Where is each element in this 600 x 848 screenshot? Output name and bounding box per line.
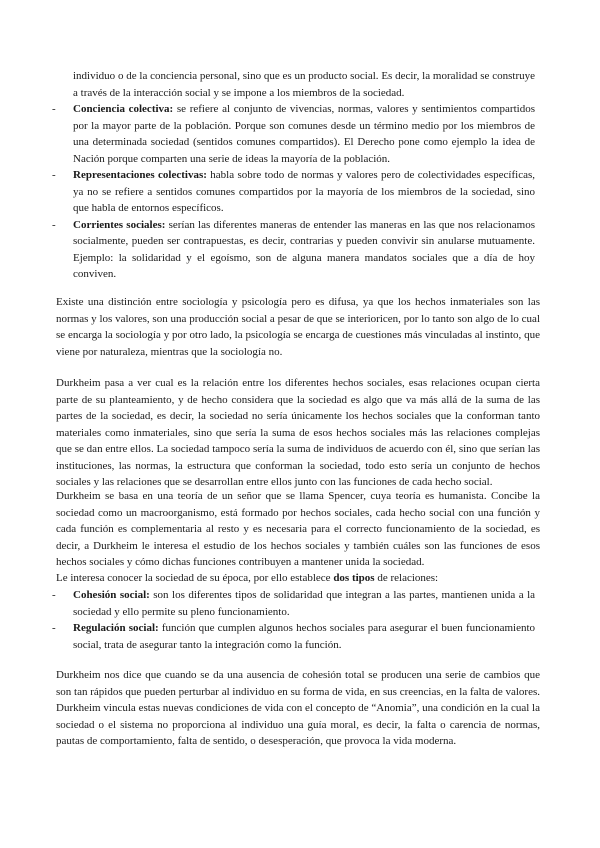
term: Corrientes sociales: (73, 218, 166, 231)
term: Representaciones colectivas: (73, 169, 207, 181)
list-item (52, 217, 535, 283)
definition: función que cumplen algunos hechos sociales para asegurar el buen funcionamiento social, trata de asegurar tanto la integración como la función. (73, 622, 536, 651)
definition: se refiere al conjunto de vivencias, normas, valores y sentimientos compartidos por la mayor parte de la población. Porque son comunes desde un término medio por los miembros de una determinada sociedad (sentidos comunes compartidos). El Derecho pone como ejemplo la idea de Nación porque comparten una serie de ideas la mayoría de la población. (73, 103, 535, 165)
term: Cohesión social: (73, 589, 150, 601)
list-item (52, 167, 535, 217)
list-item (52, 101, 535, 167)
paragraph: Durkheim se basa en una teoría de un señor que se llama Spencer, cuya teoría es humanista. Concibe la sociedad como un macroorganismo, está formado por hechos sociales, cada hecho social con una función y cada función es complementaria al resto y es necesaria para el correcto funcionamiento de la sociedad, es decir, a Durkheim le interesa el estudio de los hechos sociales y también cuáles son las funciones de esos hechos sociales y cómo dichas funciones contribuyen a mantener unida la sociedad. (56, 490, 540, 568)
definition: habla sobre todo de normas y valores pero de colectividades específicas, ya no se refiere a sentidos comunes compartidos por la mayoría de los miembros de la sociedad, sino que habla de entornos específicos. (73, 169, 535, 214)
definition: son los diferentes tipos de solidaridad que integran a las partes, mantienen unida a la sociedad y ello permite su pleno funcionamiento. (73, 589, 536, 618)
bullet-dash: - (52, 589, 56, 601)
bold-phrase: dos tipos (333, 572, 375, 584)
bullet-dash: - (52, 218, 56, 231)
bullet-dash: - (52, 622, 56, 634)
relations-list (0, 587, 600, 653)
definition: serían las diferentes maneras de entender las maneras en las que nos relacionamos socialmente, pueden ser contrapuestas, es decir, contrarias y pueden convivir sin anularse mutuamente. Ejemplo: la solidaridad y el egoísmo, son de alguna manera mandatos sociales que a día de hoy conviven. (73, 218, 535, 280)
relations-intro: Le interesa conocer la sociedad de su época, por ello establece dos tipos de relaciones: (56, 572, 439, 584)
continuation-text: individuo o de la conciencia personal, sino que es un producto social. Es decir, la moralidad se construye a través de la interacción social y se impone a los miembros de la sociedad. (73, 70, 535, 99)
paragraph: Durkheim pasa a ver cual es la relación entre los diferentes hechos sociales, esas relaciones ocupan cierta parte de su planteamiento, y de hecho considera que la sociedad es algo que va más allá de la suma de las partes de la sociedad, es decir, la sociedad no sería únicamente los hechos sociales que la conforman tanto materiales como inmateriales, sino que sería la suma de esos hechos sociales más las relaciones complejas que se dan entre ellos. La sociedad tampoco sería la suma de individuos de acuerdo con él, sino que serían las instituciones, las normas, la estructura que conforman la sociedad, todo esto sería un conjunto de hechos sociales y las relaciones que se desarrollan entre ellos junto con las funciones de cada hecho social. (56, 377, 540, 488)
bullet-dash: - (52, 169, 56, 181)
term: Regulación social: (73, 622, 159, 634)
paragraph: Existe una distinción entre sociología y psicología pero es difusa, ya que los hechos inmateriales son las normas y los valores, son una producción social a pesar de que se interioricen, por lo tanto son algo de lo cual se encarga la sociología y por otro lado, la psicología se encarga de cuestiones más vinculadas al instinto, que viene por naturaleza, mientras que la sociología no. (56, 296, 540, 358)
concepts-list (0, 101, 600, 283)
list-item (52, 587, 536, 620)
list-item (52, 620, 536, 653)
bullet-dash: - (52, 103, 56, 115)
term: Conciencia colectiva: (73, 103, 174, 115)
paragraph: Durkheim nos dice que cuando se da una ausencia de cohesión total se producen una serie de cambios que son tan rápidos que pueden perturbar al individuo en su forma de vida, en sus creencias, en la falta de valores. Durkheim vincula estas nuevas condiciones de vida con el concepto de “Anomia”, una condición en la cual la sociedad o el sistema no proporciona al individuo una guía moral, es decir, la falta o carencia de normas, pautas de comportamiento, falta de sentido, o desesperación, que provoca la vida moderna. (56, 669, 540, 747)
